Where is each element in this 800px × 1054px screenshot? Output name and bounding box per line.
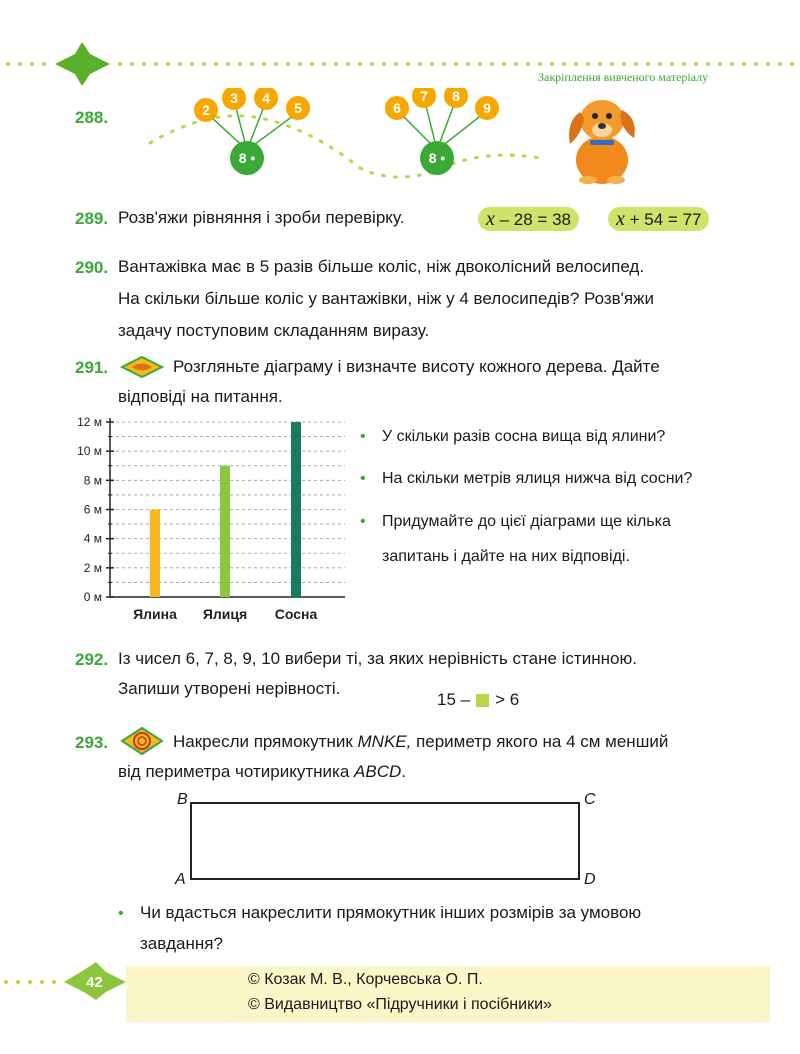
- exercise-292-line1: Із чисел 6, 7, 8, 9, 10 вибери ті, за яких нерівність стане істинною.: [118, 649, 637, 668]
- exercise-293-line1: [173, 726, 668, 758]
- category-label: Ялина: [133, 606, 177, 622]
- inequality: [437, 690, 519, 710]
- question-bullet-3: •: [360, 513, 366, 530]
- blank-square: [476, 694, 489, 707]
- question-3-line1: Придумайте до цієї діаграми ще кілька: [382, 513, 671, 530]
- equation-2: [608, 207, 709, 231]
- footer-line1: © Козак М. В., Корчевська О. П.: [248, 971, 483, 988]
- exercise-290-line3: задачу поступовим складанням виразу.: [118, 321, 430, 340]
- y-tick-label: 6 м: [83, 502, 102, 517]
- exercise-289-number: 289.: [75, 209, 109, 228]
- exercise-293-line2a: від периметра чотирикутника: [118, 762, 355, 781]
- eq1-rest: – 28 = 38: [494, 210, 571, 229]
- target-icon: [118, 725, 166, 757]
- question-3-line2: запитань і дайте на них відповіді.: [382, 548, 630, 565]
- exercise-292-number: 292.: [75, 650, 109, 669]
- question-bullet-2: •: [360, 470, 366, 487]
- leaf-right-3: 8: [452, 88, 460, 104]
- bar-Ялиця: [220, 466, 230, 597]
- exercise-290-line1: Вантажівка має в 5 разів більше коліс, ніж двоколісний велосипед.: [118, 257, 645, 276]
- exercise-290-number: 290.: [75, 258, 109, 277]
- page-number: 42: [86, 974, 103, 991]
- leaf-right-4: 9: [483, 100, 491, 116]
- exercise-291-number: 291.: [75, 358, 109, 377]
- exercise-288-number: 288.: [75, 108, 109, 127]
- eq2-var: x: [616, 208, 625, 230]
- y-tick-label: 0 м: [83, 590, 102, 604]
- exercise-290-line2: На скільки більше коліс у вантажівки, ніж у 4 велосипедів? Розв'яжи: [118, 289, 654, 308]
- leaf-left-1: 2: [202, 102, 210, 118]
- exercise-292-line2: Запиши утворені нерівності.: [118, 679, 341, 698]
- exercise-293-number: 293.: [75, 733, 109, 752]
- category-label: Сосна: [274, 606, 318, 622]
- center-left: 8 •: [238, 150, 256, 166]
- exercise-293-text-a: Накресли прямокутник: [173, 732, 358, 751]
- rect-name-abcd: ABCD: [354, 762, 402, 781]
- y-tick-label: 2 м: [83, 560, 102, 575]
- footer-line2: © Видавництво «Підручники і посібники»: [248, 996, 552, 1013]
- footer-decoration: [0, 960, 140, 1000]
- exercise-288-diagram: [140, 88, 560, 188]
- dog-illustration: [562, 82, 642, 184]
- exercise-289-text: Розв'яжи рівняння і зроби перевірку.: [118, 208, 405, 227]
- section-title: Закріплення вивченого матеріалу: [538, 70, 709, 84]
- final-question-line2: завдання?: [140, 934, 223, 953]
- question-2: На скільки метрів ялиця нижча від сосни?: [382, 470, 693, 487]
- vertex-label-b: B: [177, 791, 188, 808]
- equation-1: [478, 207, 579, 231]
- rect-name-mnke: MNKE,: [357, 732, 412, 751]
- vertex-label-c: C: [584, 791, 596, 808]
- exercise-293-text-b: периметр якого на 4 см менший: [411, 732, 669, 751]
- y-tick-label: 10 м: [77, 444, 102, 459]
- center-right: 8 •: [428, 150, 446, 166]
- final-question-line1: Чи вдасться накреслити прямокутник інших розмірів за умовою: [140, 903, 642, 922]
- question-bullet-1: •: [360, 428, 366, 445]
- tree-height-chart: [60, 412, 360, 632]
- vertex-label-a: A: [175, 871, 186, 888]
- exercise-293-line2: [118, 756, 406, 788]
- rectangle-abcd: [190, 802, 580, 880]
- final-question-bullet: •: [118, 905, 124, 922]
- y-tick-label: 8 м: [83, 473, 102, 488]
- leaf-right-1: 6: [393, 100, 401, 116]
- leaf-left-2: 3: [230, 90, 238, 106]
- y-tick-label: 4 м: [83, 531, 102, 546]
- inequality-left: 15 –: [437, 690, 471, 709]
- leaf-right-2: 7: [420, 88, 428, 104]
- exercise-291-line1: Розгляньте діаграму і визначте висоту кожного дерева. Дайте: [173, 357, 660, 376]
- eq1-var: x: [486, 208, 495, 230]
- eq2-rest: + 54 = 77: [624, 210, 702, 229]
- exercise-293-line2b: .: [401, 762, 406, 781]
- y-tick-label: 12 м: [77, 415, 102, 429]
- bar-Сосна: [291, 422, 301, 597]
- bar-Ялина: [150, 510, 160, 598]
- handshake-icon: [118, 354, 166, 380]
- vertex-label-d: D: [584, 871, 596, 888]
- inequality-right: > 6: [495, 690, 520, 709]
- exercise-291-line2: відповіді на питання.: [118, 387, 283, 406]
- leaf-left-3: 4: [262, 90, 270, 106]
- question-1: У скільки разів сосна вища від ялини?: [382, 428, 666, 445]
- leaf-left-4: 5: [294, 100, 302, 116]
- category-label: Ялиця: [202, 606, 248, 622]
